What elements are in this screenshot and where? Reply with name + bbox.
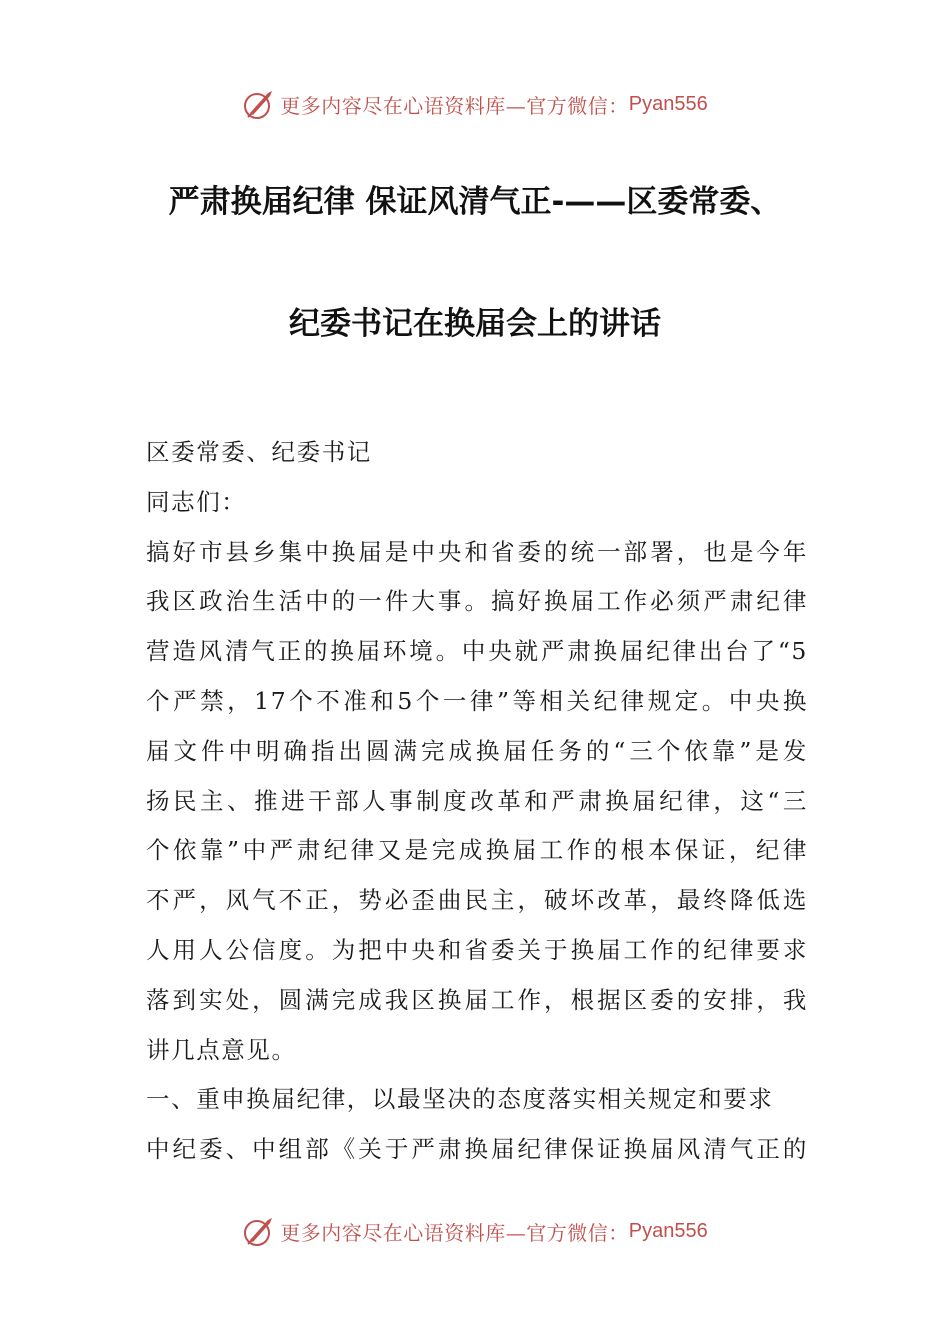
paragraph-line: 个依靠”中严肃纪律又是完成换届工作的根本保证，纪律 [146, 836, 808, 865]
paragraph-line: 扬民主、推进干部人事制度改革和严肃换届纪律，这“三 [146, 786, 808, 815]
paragraph-line: 落到实处，圆满完成我区换届工作，根据区委的安排，我 [146, 985, 808, 1014]
watermark-wechat-id: Pyan556 [628, 1219, 708, 1242]
document-title-line-1: 严肃换届纪律 保证风清气正-——区委常委、 [168, 184, 782, 220]
author-line: 区委常委、纪委书记 [146, 438, 372, 466]
paragraph-line: 个严禁，17个不准和5个一律”等相关纪律规定。中央换 [146, 686, 808, 715]
watermark-banner-top [0, 84, 950, 124]
paragraph-line: 不严，风气不正，势必歪曲民主，破坏改革，最终降低选 [146, 886, 808, 915]
watermark-banner-bottom [0, 1211, 950, 1251]
salutation-line: 同志们： [146, 487, 247, 516]
watermark-text: 更多内容尽在心语资料库—官方微信： [280, 93, 629, 118]
document-title-line-2: 纪委书记在换届会上的讲话 [289, 306, 661, 342]
paragraph-line: 人用人公信度。为把中央和省委关于换届工作的纪律要求 [146, 935, 808, 964]
quill-pen-logo-icon [242, 1214, 276, 1248]
paragraph-line: 我区政治生活中的一件大事。搞好换届工作必须严肃纪律 [146, 587, 808, 616]
paragraph-line: 届文件中明确指出圆满完成换届任务的“三个依靠”是发 [146, 736, 808, 765]
paragraph-line: 中纪委、中组部《关于严肃换届纪律保证换届风清气正的 [146, 1135, 808, 1164]
watermark-wechat-id: Pyan556 [628, 92, 708, 115]
paragraph-line: 讲几点意见。 [146, 1035, 297, 1064]
watermark-text: 更多内容尽在心语资料库—官方微信： [280, 1220, 629, 1245]
paragraph-line: 搞好市县乡集中换届是中央和省委的统一部署，也是今年 [146, 537, 808, 566]
quill-pen-logo-icon [242, 87, 276, 121]
paragraph-line: 营造风清气正的换届环境。中央就严肃换届纪律出台了“5 [146, 637, 808, 666]
document-body [146, 428, 808, 1175]
section-heading: 一、重申换届纪律，以最坚决的态度落实相关规定和要求 [146, 1085, 774, 1114]
